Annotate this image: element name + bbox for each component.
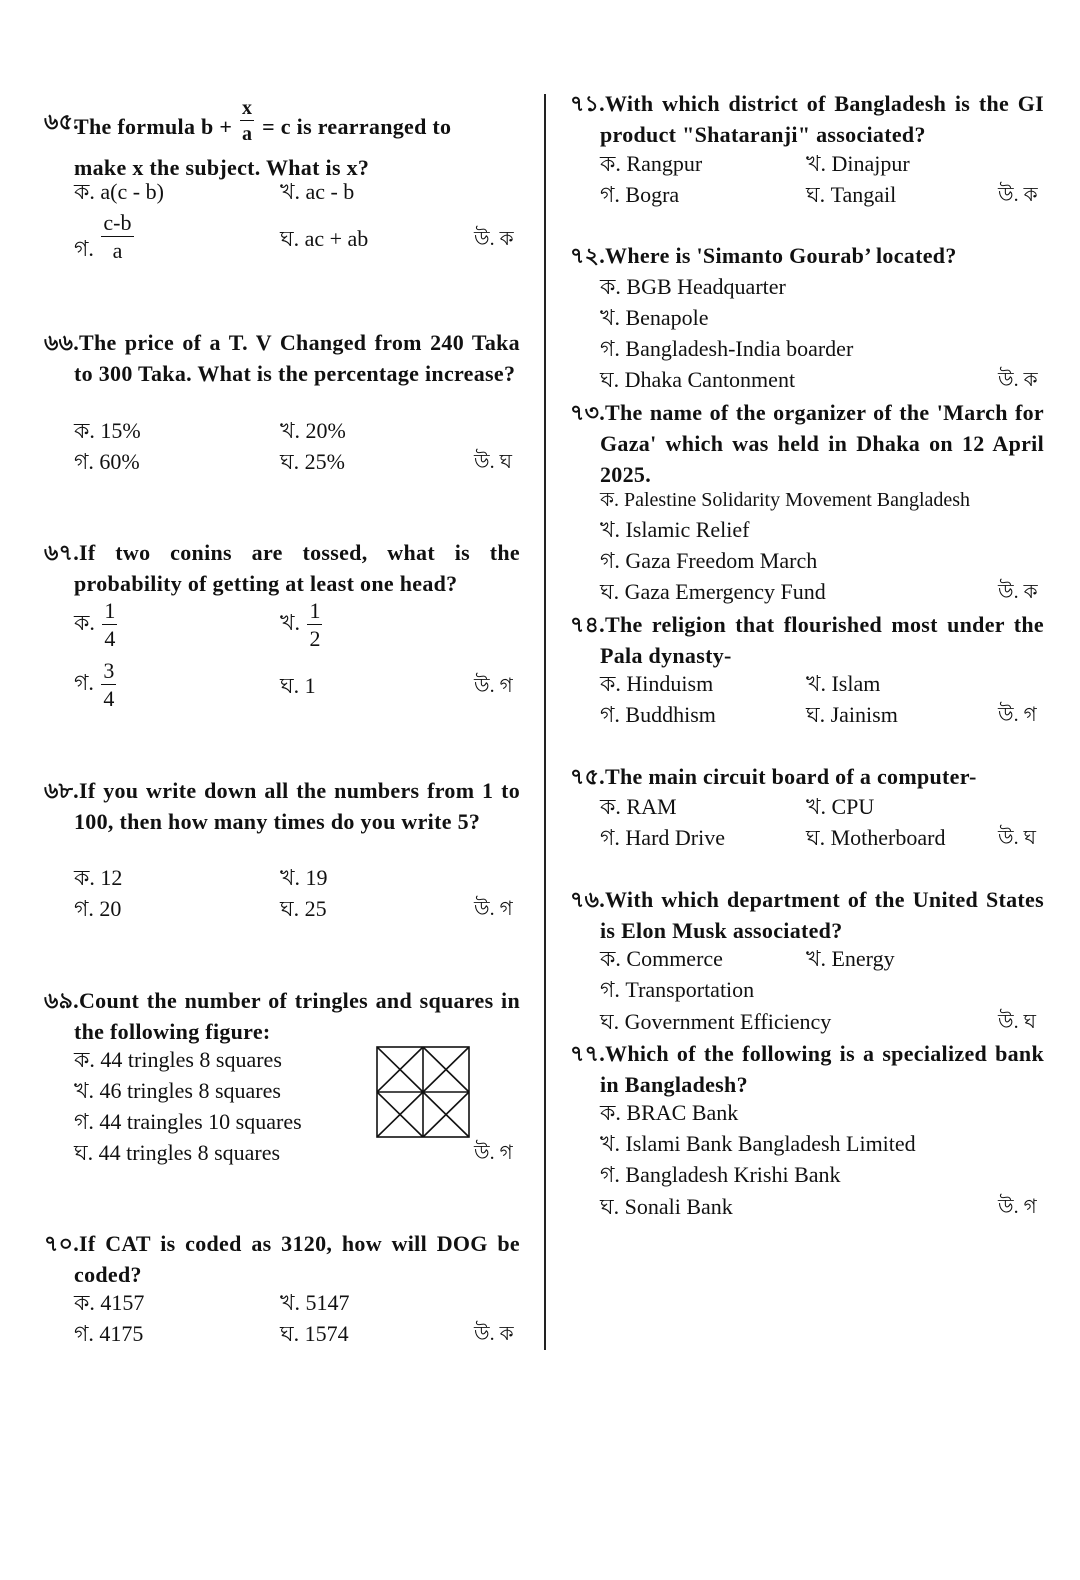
question-65: ৬৫. The formula b + $\frac{x}{a}$ = c is rearranged to make x the subject. What is x? (44, 92, 520, 183)
column-divider (544, 94, 546, 1350)
option-ga[interactable]: গ. Bangladesh Krishi Bank (600, 1162, 841, 1187)
question-68: ৬৮.If you write down all the numbers from 1 to 100, then how many times do you write 5? (44, 778, 520, 834)
answer-77: উ. গ (998, 1196, 1037, 1218)
answer-74: উ. গ (998, 704, 1037, 726)
option-gha[interactable]: ঘ. ac + ab (280, 226, 369, 251)
option-ga[interactable]: গ. 4175 (74, 1321, 144, 1346)
option-kha[interactable]: খ. Islam (806, 671, 881, 696)
option-ka[interactable]: ক. 12 (74, 865, 123, 890)
triangle-square-figure (376, 1046, 472, 1140)
option-gha[interactable]: ঘ. 25 (280, 896, 327, 921)
question-72: ৭২.Where is 'Simanto Gourab’ located? (570, 243, 957, 268)
option-kha[interactable]: খ. Islami Bank Bangladesh Limited (600, 1131, 916, 1156)
question-67: ৬৭.If two conins are tossed, what is the probability of getting at least one head? (44, 540, 520, 596)
question-70: ৭০.If CAT is coded as 3120, how will DOG be coded? (44, 1231, 520, 1287)
question-75: ৭৫.The main circuit board of a computer- (570, 764, 977, 789)
question-69: ৬৯.Count the number of tringles and squares in the following figure: (44, 988, 520, 1044)
option-ga[interactable]: গ. $\frac{c-b}{a}$ (74, 210, 132, 263)
option-ga[interactable]: গ. Transportation (600, 977, 755, 1002)
option-gha[interactable]: ঘ. 1574 (280, 1321, 349, 1346)
question-73: ৭৩.The name of the organizer of the 'March for Gaza' which was held in Dhaka on 12 April 2025. (570, 400, 1044, 487)
option-kha[interactable]: খ. Benapole (600, 305, 709, 330)
option-ga[interactable]: গ. 20 (74, 896, 122, 921)
option-kha[interactable]: খ. 19 (280, 865, 328, 890)
option-gha[interactable]: ঘ. Tangail (806, 182, 897, 207)
option-gha[interactable]: ঘ. Dhaka Cantonment (600, 367, 796, 392)
question-66: ৬৬.The price of a T. V Changed from 240 Taka to 300 Taka. What is the percentage increase? (44, 330, 520, 386)
question-77: ৭৭.Which of the following is a specialized bank in Bangladesh? (570, 1041, 1044, 1097)
answer-66: উ. ঘ (474, 451, 512, 473)
answer-67: উ. গ (474, 675, 513, 697)
option-gha[interactable]: ঘ. Gaza Emergency Fund (600, 579, 826, 604)
answer-71: উ. ক (998, 184, 1038, 206)
option-ga[interactable]: গ. 44 traingles 10 squares (74, 1109, 302, 1134)
option-ka[interactable]: ক. RAM (600, 794, 677, 819)
answer-65: উ. ক (474, 228, 514, 250)
option-ga[interactable]: গ. 60% (74, 449, 140, 474)
option-ga[interactable]: গ. Buddhism (600, 702, 716, 727)
option-kha[interactable]: খ. Energy (806, 946, 895, 971)
option-ka[interactable]: ক. 4157 (74, 1290, 145, 1315)
option-ka[interactable]: ক. BRAC Bank (600, 1100, 739, 1125)
option-ka[interactable]: ক. BGB Headquarter (600, 274, 786, 299)
option-ga[interactable]: গ. Hard Drive (600, 825, 725, 850)
option-ka[interactable]: ক. a(c - b) (74, 179, 164, 204)
option-ka[interactable]: ক. Palestine Solidarity Movement Bangladesh (600, 489, 971, 511)
option-gha[interactable]: ঘ. Government Efficiency (600, 1009, 832, 1034)
option-ka[interactable]: ক. Hinduism (600, 671, 714, 696)
answer-68: উ. গ (474, 898, 513, 920)
option-kha[interactable]: খ. $\frac{1}{2}$ (280, 598, 321, 651)
option-kha[interactable]: খ. 5147 (280, 1290, 350, 1315)
question-71: ৭১.With which district of Bangladesh is the GI product "Shataranji" associated? (570, 91, 1044, 147)
answer-70: উ. ক (474, 1323, 514, 1345)
option-kha[interactable]: খ. CPU (806, 794, 875, 819)
option-kha[interactable]: খ. Dinajpur (806, 151, 910, 176)
answer-69: উ. গ (474, 1142, 513, 1164)
answer-76: উ. ঘ (998, 1011, 1036, 1033)
question-76: ৭৬.With which department of the United States is Elon Musk associated? (570, 887, 1044, 943)
option-kha[interactable]: খ. ac - b (280, 179, 355, 204)
question-text: ৬৫. The formula b + $\frac{x}{a}$ = c is rearranged to (44, 97, 452, 145)
option-ka[interactable]: ক. $\frac{1}{4}$ (74, 598, 116, 651)
option-ga[interactable]: গ. Bogra (600, 182, 680, 207)
option-ga[interactable]: গ. Bangladesh-India boarder (600, 336, 854, 361)
option-gha[interactable]: ঘ. Sonali Bank (600, 1194, 733, 1219)
question-74: ৭৪.The religion that flourished most under the Pala dynasty- (570, 612, 1044, 668)
option-kha[interactable]: খ. Islamic Relief (600, 517, 750, 542)
option-ka[interactable]: ক. Commerce (600, 946, 723, 971)
option-gha[interactable]: ঘ. 44 tringles 8 squares (74, 1140, 281, 1165)
answer-75: উ. ঘ (998, 827, 1036, 849)
answer-72: উ. ক (998, 369, 1038, 391)
option-ka[interactable]: ক. Rangpur (600, 151, 703, 176)
option-ga[interactable]: গ. $\frac{3}{4}$ (74, 658, 115, 711)
option-kha[interactable]: খ. 20% (280, 418, 346, 443)
option-ka[interactable]: ক. 44 tringles 8 squares (74, 1047, 282, 1072)
option-gha[interactable]: ঘ. Motherboard (806, 825, 946, 850)
answer-73: উ. ক (998, 581, 1038, 603)
option-ga[interactable]: গ. Gaza Freedom March (600, 548, 818, 573)
option-kha[interactable]: খ. 46 tringles 8 squares (74, 1078, 281, 1103)
option-gha[interactable]: ঘ. 1 (280, 673, 316, 698)
option-ka[interactable]: ক. 15% (74, 418, 141, 443)
option-gha[interactable]: ঘ. 25% (280, 449, 345, 474)
option-gha[interactable]: ঘ. Jainism (806, 702, 898, 727)
